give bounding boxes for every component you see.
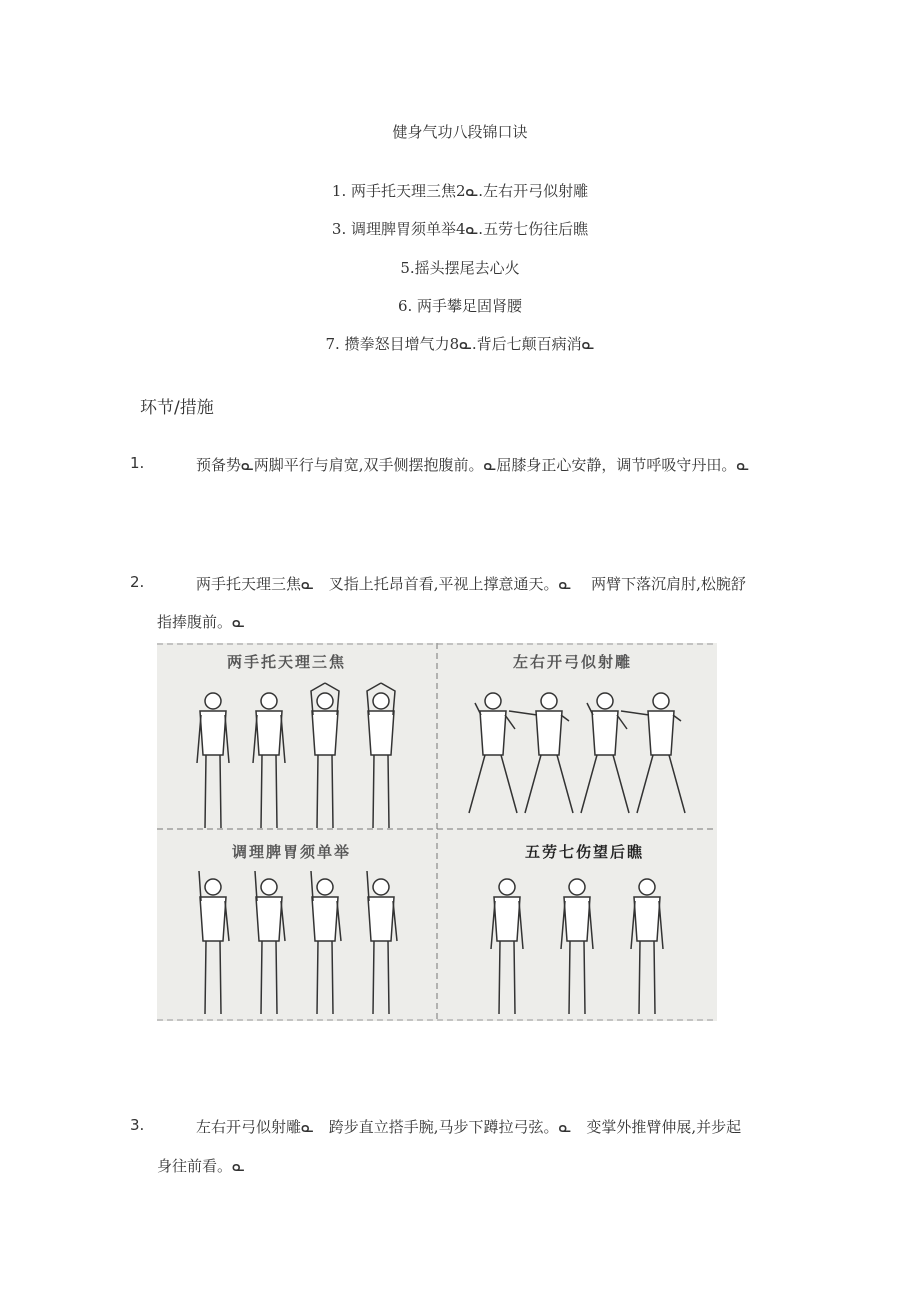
panel-title: 左右开弓似射雕: [513, 653, 633, 671]
exercise-figure: [509, 693, 573, 813]
verse-line: 6. 两手攀足固肾腰: [397, 297, 523, 315]
step-number: 1.: [130, 454, 145, 472]
exercise-figure: [197, 693, 229, 828]
step-text: 左右开弓似射雕ᓇ 跨步直立搭手腕,马步下蹲拉弓弦。ᓇ 变掌外推臂伸展,并步起: [196, 1118, 742, 1136]
verse-line: 7. 攒拳怒目增气力8ᓇ.背后七颠百病消ᓇ: [325, 335, 595, 353]
exercise-figure: [367, 683, 395, 828]
exercise-figure: [631, 879, 663, 1014]
step-number: 2.: [130, 573, 145, 591]
exercise-illustration: [157, 643, 717, 1021]
step-text-continuation: 指捧腹前。ᓇ: [157, 613, 245, 631]
step-text: 两手托天理三焦ᓇ 叉指上托昂首看,平视上撑意通天。ᓇ 两臂下落沉肩肘,松腕舒: [196, 575, 746, 593]
exercise-figure: [621, 693, 685, 813]
exercise-figure: [253, 693, 285, 828]
verse-line: 3. 调理脾胃须单举4ᓇ.五劳七伤往后瞧: [331, 220, 589, 238]
document-title: 健身气功八段锦口诀: [392, 123, 528, 141]
step-text: 预备势ᓇ两脚平行与肩宽,双手侧摆抱腹前。ᓇ屈膝身正心安静，调节呼吸守丹田。ᓇ: [196, 456, 750, 474]
exercise-figure: [561, 879, 593, 1014]
section-heading: 环节/措施: [140, 398, 214, 418]
verse-line: 1. 两手托天理三焦2ᓇ.左右开弓似射雕: [331, 182, 589, 200]
exercise-figure: [367, 871, 397, 1014]
exercise-figure: [255, 871, 285, 1014]
panel-title: 调理脾胃须单举: [232, 843, 352, 861]
panel-title: 两手托天理三焦: [227, 653, 347, 671]
exercise-figure: [491, 879, 523, 1014]
step-number: 3.: [130, 1116, 145, 1134]
panel-title: 五劳七伤望后瞧: [525, 843, 645, 861]
exercise-figure: [311, 871, 341, 1014]
illustration-canvas: [157, 643, 717, 1021]
verse-line: 5.摇头摆尾去心火: [400, 259, 520, 277]
step-text-continuation: 身往前看。ᓇ: [157, 1157, 245, 1175]
exercise-figure: [199, 871, 229, 1014]
exercise-figure: [311, 683, 339, 828]
